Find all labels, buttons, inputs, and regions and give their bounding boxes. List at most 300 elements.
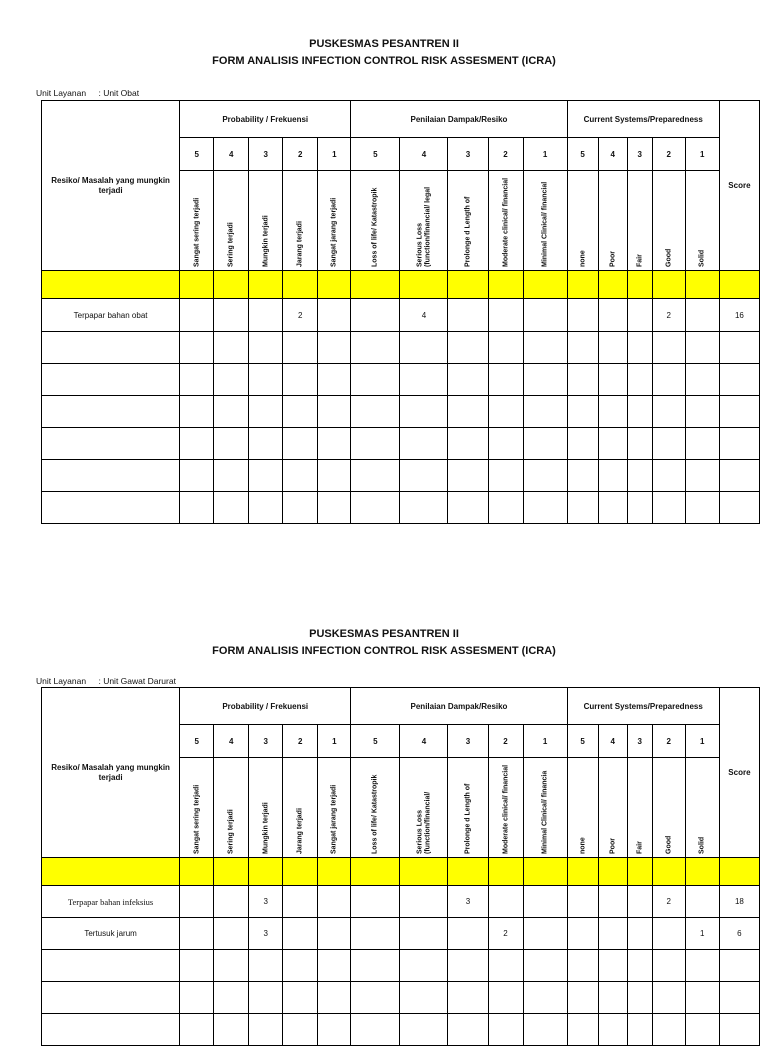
table-row [42, 1014, 760, 1046]
score-header: Score [719, 688, 759, 858]
rating-cell [318, 299, 351, 332]
rating-cell [400, 364, 448, 396]
rating-cell [351, 364, 400, 396]
score-cell [719, 460, 759, 492]
rating-cell [488, 332, 523, 364]
rating-cell: 2 [652, 299, 685, 332]
rating-cell [488, 886, 523, 918]
rating-cell [598, 918, 627, 950]
rating-cell [180, 332, 214, 364]
rating-cell [249, 460, 283, 492]
rating-cell [351, 918, 400, 950]
table-row [42, 918, 760, 950]
rating-cell [318, 364, 351, 396]
rating-cell [567, 396, 598, 428]
rating-cell [652, 396, 685, 428]
rating-cell [627, 299, 652, 332]
rating-cell [249, 428, 283, 460]
rating-cell [567, 982, 598, 1014]
risk-header: Resiko/ Masalah yang mungkin terjadi [42, 101, 180, 271]
rating-cell [652, 332, 685, 364]
rating-cell [598, 460, 627, 492]
rotated-label: Good [652, 758, 685, 858]
rating-number: 3 [627, 725, 652, 758]
rating-cell: 1 [685, 918, 719, 950]
rating-cell [685, 460, 719, 492]
risk-cell [42, 950, 180, 982]
risk-cell: Terpapar bahan infeksius [42, 886, 180, 918]
rating-cell [249, 1014, 283, 1046]
rating-number: 1 [318, 138, 351, 171]
rating-number: 3 [627, 138, 652, 171]
icra-table-1 [41, 100, 760, 524]
rating-cell [523, 918, 567, 950]
rating-cell [627, 428, 652, 460]
rating-cell [249, 492, 283, 524]
table-row [42, 332, 760, 364]
rating-cell [567, 950, 598, 982]
rating-cell [523, 886, 567, 918]
rating-cell [214, 918, 249, 950]
table-row [42, 982, 760, 1014]
rating-cell [523, 332, 567, 364]
rating-cell [318, 492, 351, 524]
rating-cell [283, 332, 318, 364]
rating-cell [488, 396, 523, 428]
rating-number: 1 [685, 725, 719, 758]
rating-cell [318, 918, 351, 950]
rating-number: 3 [249, 138, 283, 171]
rating-cell: 2 [652, 886, 685, 918]
rating-cell [523, 492, 567, 524]
rating-cell [523, 299, 567, 332]
score-cell: 6 [719, 918, 759, 950]
risk-cell [42, 396, 180, 428]
rating-cell [652, 428, 685, 460]
impact-header: Penilaian Dampak/Resiko [351, 688, 567, 725]
score-cell [719, 396, 759, 428]
rating-number: 2 [488, 138, 523, 171]
rating-cell [214, 982, 249, 1014]
rating-number: 2 [283, 725, 318, 758]
risk-cell: Terpapar bahan obat [42, 299, 180, 332]
rating-cell [214, 428, 249, 460]
rotated-label: none [567, 758, 598, 858]
rating-number: 5 [180, 138, 214, 171]
rating-cell [598, 332, 627, 364]
rating-cell [180, 950, 214, 982]
rotated-label: Serious Loss (function/financial/ [400, 758, 448, 858]
rating-cell [598, 492, 627, 524]
highlight-row [42, 271, 760, 299]
rating-cell [627, 950, 652, 982]
rating-cell [488, 1014, 523, 1046]
rating-number: 4 [214, 725, 249, 758]
rating-cell [523, 1014, 567, 1046]
rating-cell [400, 950, 448, 982]
rating-cell [448, 460, 488, 492]
rating-cell [567, 364, 598, 396]
rotated-label: Minimal Clinical/ financia [523, 758, 567, 858]
rating-cell [318, 428, 351, 460]
rating-number: 5 [567, 725, 598, 758]
rating-cell [448, 332, 488, 364]
rating-cell [318, 982, 351, 1014]
rating-cell [685, 396, 719, 428]
rating-cell [400, 428, 448, 460]
rating-cell [523, 396, 567, 428]
rotated-label: Solid [685, 758, 719, 858]
rating-cell [249, 332, 283, 364]
rating-number: 3 [249, 725, 283, 758]
rating-cell [685, 982, 719, 1014]
rotated-label: Poor [598, 171, 627, 271]
rotated-label: none [567, 171, 598, 271]
rating-cell [627, 1014, 652, 1046]
rating-cell [283, 1014, 318, 1046]
rotated-label: Prolonge d Length of [448, 758, 488, 858]
rating-number: 4 [400, 725, 448, 758]
rating-cell [567, 886, 598, 918]
rating-cell [351, 428, 400, 460]
rotated-label: Solid [685, 171, 719, 271]
rating-number: 1 [318, 725, 351, 758]
rating-cell [180, 492, 214, 524]
table-row [42, 364, 760, 396]
rating-cell [523, 460, 567, 492]
rating-cell [351, 982, 400, 1014]
rating-cell [685, 492, 719, 524]
systems-header: Current Systems/Preparedness [567, 688, 719, 725]
rating-cell [214, 886, 249, 918]
rating-cell [318, 950, 351, 982]
risk-cell: Tertusuk jarum [42, 918, 180, 950]
rating-cell [283, 982, 318, 1014]
rating-cell [627, 492, 652, 524]
rating-cell [523, 982, 567, 1014]
unit-label: Unit Layanan [36, 88, 87, 98]
rating-number: 2 [283, 138, 318, 171]
rating-cell [283, 492, 318, 524]
rating-cell [214, 460, 249, 492]
rating-cell [351, 492, 400, 524]
rating-cell [598, 886, 627, 918]
rating-cell [400, 1014, 448, 1046]
rating-cell [283, 396, 318, 428]
rating-number: 4 [598, 725, 627, 758]
table-row [42, 886, 760, 918]
rating-cell [627, 460, 652, 492]
icra-table-2 [41, 687, 760, 1046]
probability-header: Probability / Frekuensi [180, 688, 351, 725]
rating-cell [400, 332, 448, 364]
rating-cell [652, 982, 685, 1014]
rating-cell [448, 364, 488, 396]
rating-number: 4 [598, 138, 627, 171]
unit-value: : Unit Obat [98, 88, 140, 98]
impact-header: Penilaian Dampak/Resiko [351, 101, 567, 138]
score-cell [719, 982, 759, 1014]
rating-cell [523, 950, 567, 982]
rating-cell [598, 299, 627, 332]
rating-cell [318, 396, 351, 428]
rating-cell [400, 492, 448, 524]
rating-cell [283, 428, 318, 460]
rating-cell [214, 492, 249, 524]
rotated-label: Mungkin terjadi [249, 171, 283, 271]
rating-cell [488, 950, 523, 982]
rating-cell [627, 918, 652, 950]
rating-cell [249, 950, 283, 982]
rating-cell [523, 364, 567, 396]
rating-cell [567, 1014, 598, 1046]
score-cell [719, 428, 759, 460]
rating-cell [567, 428, 598, 460]
rating-cell [598, 1014, 627, 1046]
rating-cell [488, 364, 523, 396]
rotated-label: Mungkin terjadi [249, 758, 283, 858]
rating-cell [351, 332, 400, 364]
rating-cell [488, 299, 523, 332]
rating-number: 4 [400, 138, 448, 171]
rating-number: 5 [180, 725, 214, 758]
rotated-label: Serious Loss (function/financial/ legal [400, 171, 448, 271]
rating-cell [400, 396, 448, 428]
rotated-label: Fair [627, 758, 652, 858]
rating-number: 2 [488, 725, 523, 758]
rating-cell [523, 428, 567, 460]
rating-cell [598, 982, 627, 1014]
table-row [42, 396, 760, 428]
rating-cell [249, 396, 283, 428]
risk-cell [42, 428, 180, 460]
rating-cell [180, 396, 214, 428]
rotated-label: Sangat sering terjadi [180, 758, 214, 858]
rating-cell [400, 982, 448, 1014]
risk-header: Resiko/ Masalah yang mungkin terjadi [42, 688, 180, 858]
rotated-label: Jarang terjadi [283, 758, 318, 858]
rating-cell [627, 364, 652, 396]
risk-cell [42, 364, 180, 396]
score-header: Score [719, 101, 759, 271]
rating-cell [180, 982, 214, 1014]
rating-cell [249, 982, 283, 1014]
rating-cell: 3 [249, 918, 283, 950]
rating-number: 3 [448, 725, 488, 758]
table-row [42, 460, 760, 492]
rating-cell [685, 886, 719, 918]
rating-cell [180, 886, 214, 918]
score-cell [719, 492, 759, 524]
rotated-label: Sangat sering terjadi [180, 171, 214, 271]
rating-number: 5 [351, 138, 400, 171]
rating-cell [567, 492, 598, 524]
rating-cell [180, 918, 214, 950]
table-row [42, 299, 760, 332]
rotated-label: Sangat jarang terjadi [318, 171, 351, 271]
rating-number: 1 [523, 725, 567, 758]
rotated-label: Moderate clinical/ financial [488, 171, 523, 271]
rating-number: 5 [351, 725, 400, 758]
rotated-label: Minimal Clinical/ financial [523, 171, 567, 271]
rating-cell [685, 299, 719, 332]
rating-cell: 2 [488, 918, 523, 950]
rating-cell [488, 492, 523, 524]
rating-cell [652, 1014, 685, 1046]
rating-cell [318, 1014, 351, 1046]
rating-cell [351, 950, 400, 982]
rating-cell [567, 460, 598, 492]
rating-cell [214, 332, 249, 364]
table-row [42, 428, 760, 460]
rating-cell [214, 299, 249, 332]
table-row [42, 950, 760, 982]
rating-cell [567, 918, 598, 950]
rating-cell [488, 428, 523, 460]
rating-cell [448, 492, 488, 524]
rating-cell [627, 332, 652, 364]
rating-cell: 4 [400, 299, 448, 332]
score-cell [719, 364, 759, 396]
rating-cell [448, 950, 488, 982]
form-1-unit-layanan [36, 88, 139, 98]
score-cell [719, 332, 759, 364]
rotated-label: Jarang terjadi [283, 171, 318, 271]
rating-cell [318, 886, 351, 918]
rating-cell [685, 428, 719, 460]
rating-cell [214, 1014, 249, 1046]
rating-cell [652, 492, 685, 524]
rotated-label: Sering terjadi [214, 758, 249, 858]
rating-cell [652, 460, 685, 492]
rating-cell [400, 918, 448, 950]
probability-header: Probability / Frekuensi [180, 101, 351, 138]
rating-number: 3 [448, 138, 488, 171]
rating-cell [180, 299, 214, 332]
rating-cell [685, 1014, 719, 1046]
rating-cell [351, 886, 400, 918]
rating-cell [488, 982, 523, 1014]
rating-cell [598, 364, 627, 396]
rating-cell [249, 364, 283, 396]
rating-cell [214, 950, 249, 982]
rotated-label: Poor [598, 758, 627, 858]
highlight-row [42, 858, 760, 886]
form-2-title-line1: PUSKESMAS PESANTREN II [309, 628, 459, 640]
rating-cell [598, 950, 627, 982]
rating-cell [318, 460, 351, 492]
rotated-label: Sering terjadi [214, 171, 249, 271]
rating-cell [283, 460, 318, 492]
risk-cell [42, 1014, 180, 1046]
rating-cell [351, 299, 400, 332]
rating-cell [180, 364, 214, 396]
risk-cell [42, 460, 180, 492]
rating-cell: 2 [283, 299, 318, 332]
form-1-title [0, 36, 768, 70]
rating-cell [351, 1014, 400, 1046]
rating-cell [598, 396, 627, 428]
rating-cell [351, 460, 400, 492]
rating-cell [351, 396, 400, 428]
rating-cell [249, 299, 283, 332]
rotated-label: Loss of life/ Katastropik [351, 171, 400, 271]
rating-number: 2 [652, 138, 685, 171]
rating-cell [627, 396, 652, 428]
rating-cell [448, 396, 488, 428]
rating-cell [685, 332, 719, 364]
rating-cell [652, 364, 685, 396]
rating-cell [448, 1014, 488, 1046]
rating-cell [598, 428, 627, 460]
rotated-label: Loss of life/ Katastropik [351, 758, 400, 858]
rotated-label: Good [652, 171, 685, 271]
rating-cell [567, 299, 598, 332]
rating-cell [283, 950, 318, 982]
rotated-label: Moderate clinical/ financial [488, 758, 523, 858]
score-cell: 18 [719, 886, 759, 918]
unit-label: Unit Layanan [36, 676, 87, 686]
rating-cell [627, 886, 652, 918]
rating-cell: 3 [448, 886, 488, 918]
rating-number: 4 [214, 138, 249, 171]
form-2-unit-layanan [36, 676, 176, 686]
rating-cell [214, 364, 249, 396]
score-cell [719, 950, 759, 982]
rating-cell [685, 364, 719, 396]
rotated-label: Fair [627, 171, 652, 271]
rating-cell: 3 [249, 886, 283, 918]
rating-cell [685, 950, 719, 982]
rating-cell [180, 1014, 214, 1046]
rating-cell [283, 886, 318, 918]
rating-cell [567, 332, 598, 364]
score-cell: 16 [719, 299, 759, 332]
rating-cell [180, 428, 214, 460]
table-row [42, 492, 760, 524]
risk-cell [42, 332, 180, 364]
rating-cell [448, 982, 488, 1014]
rating-cell [652, 950, 685, 982]
form-2-title [0, 626, 768, 660]
form-2-title-line2: FORM ANALISIS INFECTION CONTROL RISK ASSESMENT (ICRA) [212, 645, 556, 657]
rating-cell [283, 918, 318, 950]
rating-cell [488, 460, 523, 492]
rating-cell [214, 396, 249, 428]
rating-number: 1 [685, 138, 719, 171]
rating-cell [283, 364, 318, 396]
rating-cell [448, 918, 488, 950]
rating-cell [448, 428, 488, 460]
rating-cell [448, 299, 488, 332]
form-1-title-line1: PUSKESMAS PESANTREN II [309, 38, 459, 50]
rating-cell [180, 460, 214, 492]
form-1-title-line2: FORM ANALISIS INFECTION CONTROL RISK ASSESMENT (ICRA) [212, 55, 556, 67]
rating-cell [318, 332, 351, 364]
rating-number: 2 [652, 725, 685, 758]
rotated-label: Sangat jarang terjadi [318, 758, 351, 858]
rating-cell [400, 460, 448, 492]
rotated-label: Prolonge d Length of [448, 171, 488, 271]
rating-cell [400, 886, 448, 918]
rating-cell [652, 918, 685, 950]
score-cell [719, 1014, 759, 1046]
systems-header: Current Systems/Preparedness [567, 101, 719, 138]
rating-number: 5 [567, 138, 598, 171]
rating-number: 1 [523, 138, 567, 171]
risk-cell [42, 982, 180, 1014]
unit-value: : Unit Gawat Darurat [98, 676, 176, 686]
